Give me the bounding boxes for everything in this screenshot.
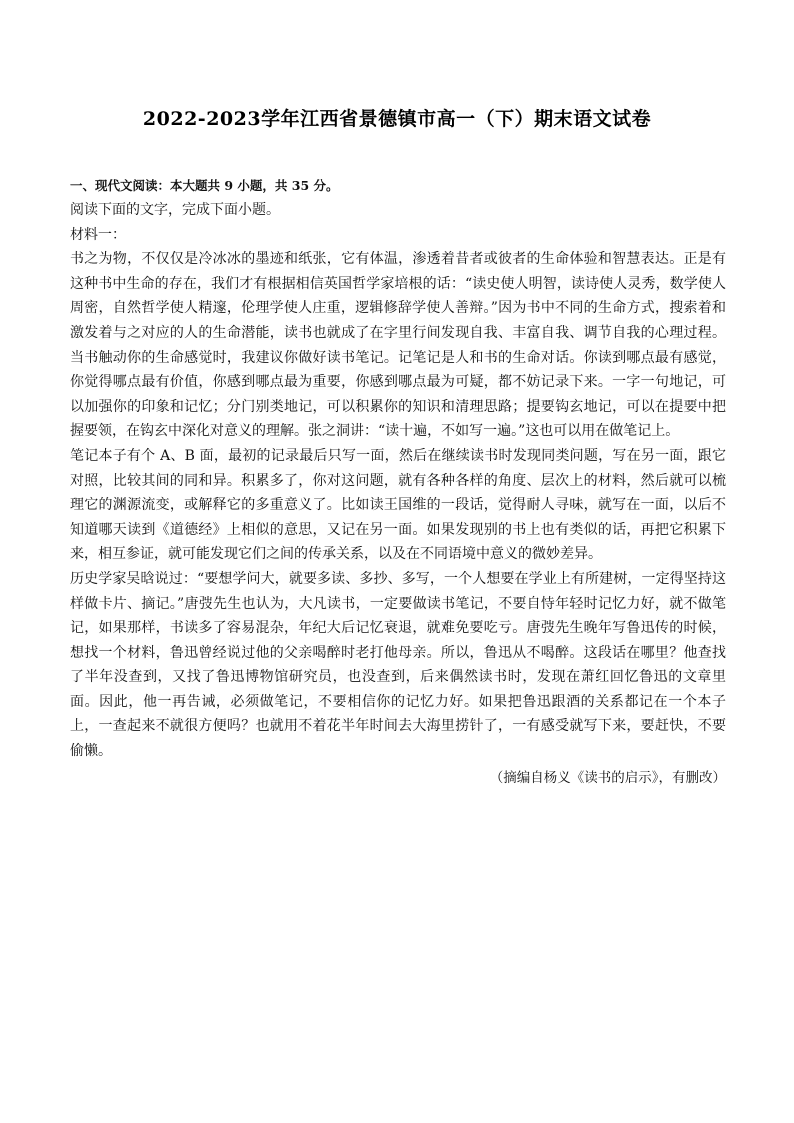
page-title: 2022-2023学年江西省景德镇市高一（下）期末语文试卷 — [142, 108, 652, 130]
section-heading: 一、现代文阅读：本大题共 9 小题，共 35 分。 — [70, 178, 339, 193]
instruction-text: 阅读下面的文字，完成下面小题。 — [70, 202, 280, 218]
paragraph-3: 历史学家吴晗说过：“要想学问大，就要多读、多抄、多写，一个人想要在学业上有所建树，一定得坚持这样做卡片、摘记。”唐弢先生也认为，大凡读书，一定要做读书笔记，不要自恃年轻时记忆力好，就不做笔记，如果那样，书读多了容易混杂，年纪大后记忆衰退，就难免要吃亏。唐弢先生晚年写鲁迅传的时候，想找一个材料，鲁迅曾经说过他的父亲喝醉时老打他母亲。所以，鲁迅从不喝醉。这段话在哪里？他查找了半年没查到，又找了鲁迅博物馆研究员，也没查到，后来偶然读书时，发现在萧红回忆鲁迅的文章里面。因此，他一再告诫，必须做笔记，不要相信你的记忆力好。如果把鲁迅跟酒的关系都记在一个本子上，一查起来不就很方便吗？也就用不着花半年时间去大海里捞针了，一有感受就写下来，要赶快，不要偷懒。 — [70, 570, 726, 760]
reading-passage — [70, 174, 726, 790]
material-label: 材料一： — [70, 226, 126, 243]
source-citation: （摘编自杨义《读书的启示》，有删改） — [489, 769, 726, 786]
paragraph-1: 书之为物，不仅仅是冷冰冰的墨迹和纸张，它有体温，渗透着昔者或彼者的生命体验和智慧表达。正是有这种书中生命的存在，我们才有根据相信英国哲学家培根的话：“读史使人明智，读诗使人灵秀，数学使人周密，自然哲学使人精邃，伦理学使人庄重，逻辑修辞学使人善辩。”因为书中不同的生命方式，搜索着和激发着与之对应的人的生命潜能，读书也就成了在字里行间发现自我、丰富自我、调节自我的心理过程。当书触动你的生命感觉时，我建议你做好读书笔记。记笔记是人和书的生命对话。你读到哪点最有感觉，你觉得哪点最有价值，你感到哪点最为重要，你感到哪点最为可疑，都不妨记录下来。一字一句地记，可以加强你的印象和记忆；分门别类地记，可以积累你的知识和清理思路；提要钩玄地记，可以在提要中把握要领，在钩玄中深化对意义的理解。张之洞讲：“读十遍，不如写一遍。”这也可以用在做笔记上。 — [70, 251, 726, 440]
paragraph-2: 笔记本子有个 A、B 面，最初的记录最后只写一面，然后在继续读书时发现同类问题，写在另一面，跟它对照，比较其间的同和异。积累多了，你对这问题，就有各种各样的角度、层次上的材料，然后就可以梳理它的渊源流变，或解释它的多重意义了。比如读王国维的一段话，觉得耐人寻味，就写在一面，以后不知道哪天读到《道德经》上相似的意思，又记在另一面。如果发现别的书上也有类似的话，再把它积累下来，相互参证，就可能发现它们之间的传承关系，以及在不同语境中意义的微妙差异。 — [70, 447, 726, 563]
